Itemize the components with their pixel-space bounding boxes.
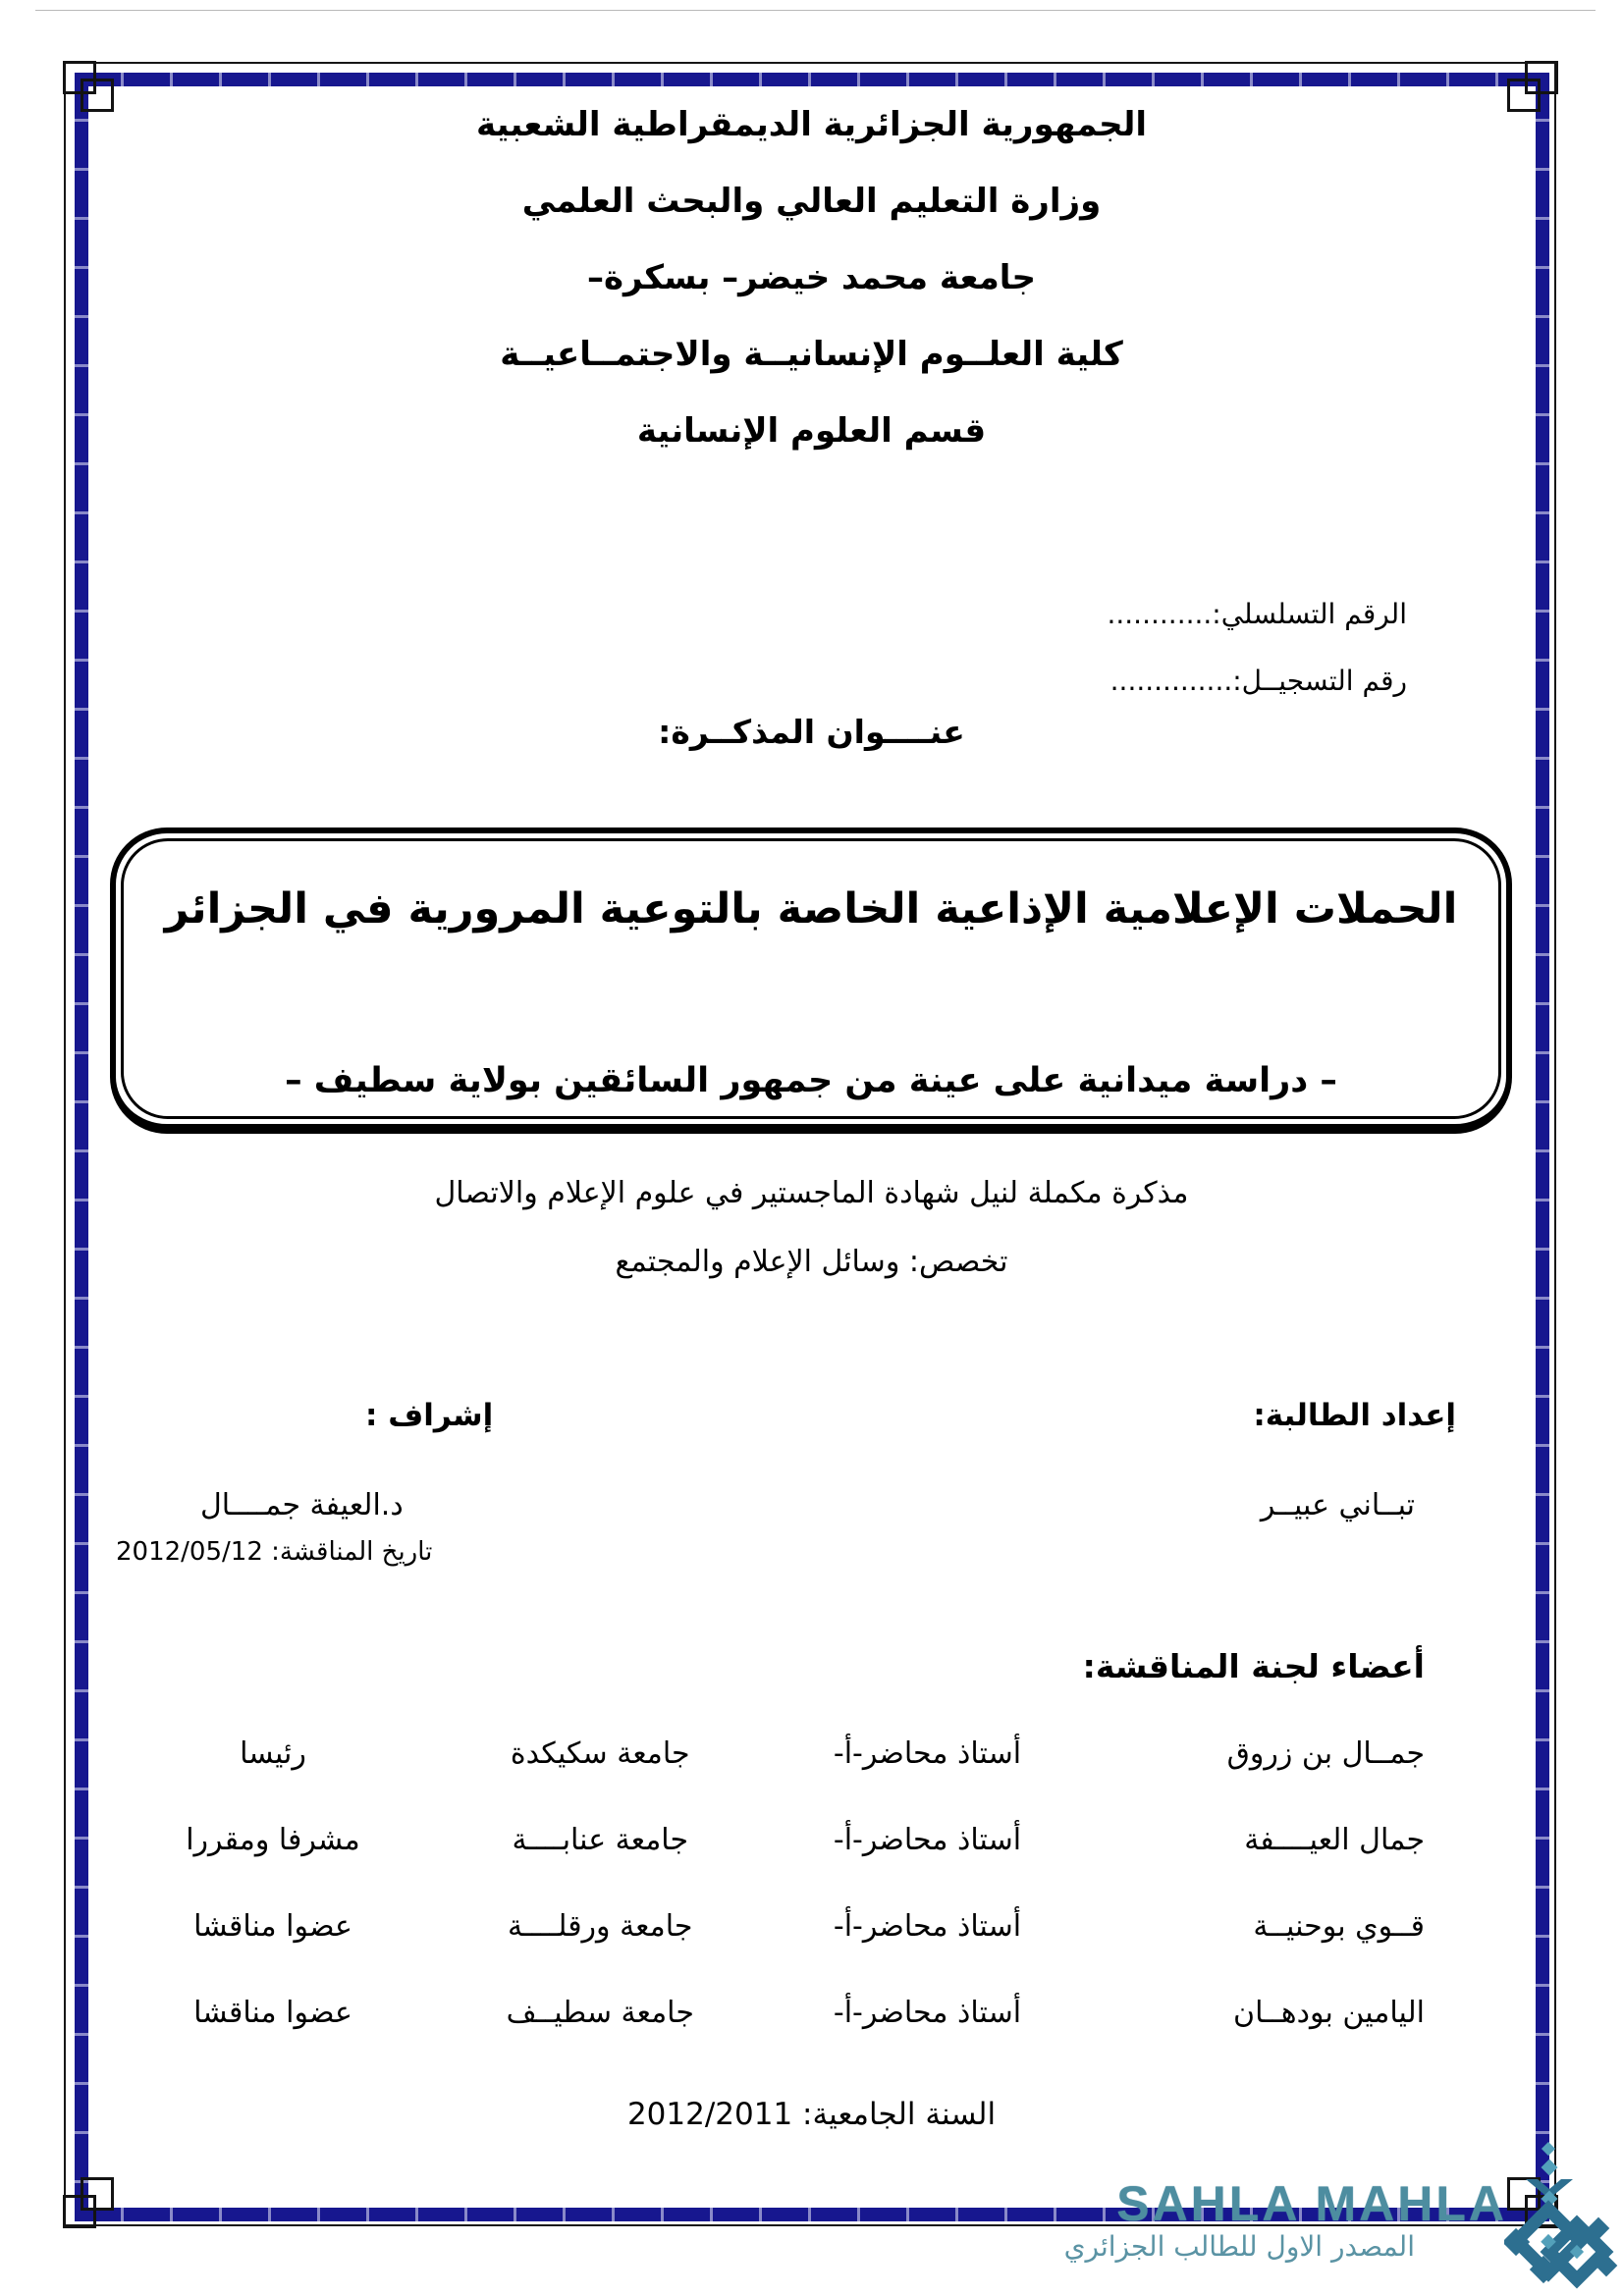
member-role: مشرفا ومقررا bbox=[186, 1822, 360, 1857]
thesis-title: الحملات الإعلامية الإذاعية الخاصة بالتوعية المرورية في الجزائر bbox=[164, 884, 1458, 934]
thesis-subtitle: – دراسة ميدانية على عينة من جمهور السائقين بولاية سطيف – bbox=[285, 1061, 1337, 1100]
title-caption: عنــــوان المذكــرة: bbox=[658, 713, 965, 751]
faculty-line: كلية العلــوم الإنسانيــة والاجتمــاعيــة bbox=[500, 335, 1123, 374]
member-role: عضوا مناقشا bbox=[193, 1995, 352, 2030]
corner-ornament-icon bbox=[81, 79, 114, 112]
watermark-tagline: المصدر الاول للطالب الجزائري bbox=[1063, 2230, 1415, 2263]
corner-ornament-icon bbox=[1507, 79, 1541, 112]
member-role: رئيسا bbox=[240, 1735, 306, 1771]
serial-numbers-block bbox=[1107, 581, 1407, 715]
committee-row bbox=[116, 1969, 1425, 2056]
scan-artifact-line bbox=[35, 10, 1596, 11]
supervisor-name: د.العيفة جمــــال bbox=[200, 1488, 404, 1522]
preparation-label: إعداد الطالبة: bbox=[1253, 1398, 1456, 1433]
committee-table bbox=[116, 1710, 1425, 2056]
member-rank: أستاذ محاضر-أ- bbox=[833, 1735, 1022, 1771]
member-role: عضوا مناقشا bbox=[193, 1908, 352, 1944]
student-name: تبــاني عبيــر bbox=[1260, 1488, 1415, 1522]
academic-year-line: السنة الجامعية: 2012/2011 bbox=[626, 2097, 997, 2132]
watermark-logo-icon bbox=[1504, 2142, 1620, 2295]
page-border-band-top bbox=[75, 73, 1549, 86]
member-university: جامعة سطيــف bbox=[506, 1995, 694, 2030]
committee-row bbox=[116, 1710, 1425, 1796]
republic-line: الجمهورية الجزائرية الديمقراطية الشعبية bbox=[476, 105, 1147, 144]
member-university: جامعة ورقلــــة bbox=[508, 1908, 693, 1944]
member-rank: أستاذ محاضر-أ- bbox=[833, 1995, 1022, 2030]
member-name: جمال العيــــفة bbox=[1244, 1822, 1425, 1857]
member-name: اليامين بودهــان bbox=[1233, 1995, 1425, 2030]
watermark-brand-text: SAHLA MAHLA bbox=[1116, 2176, 1507, 2231]
ministry-line: وزارة التعليم العالي والبحث العلمي bbox=[521, 182, 1102, 221]
committee-row bbox=[116, 1796, 1425, 1883]
degree-line: مذكرة مكملة لنيل شهادة الماجستير في علوم الإعلام والاتصال bbox=[434, 1176, 1189, 1210]
specialty-line: تخصص: وسائل الإعلام والمجتمع bbox=[615, 1245, 1008, 1279]
institution-header bbox=[0, 86, 1623, 469]
university-line: جامعة محمد خيضر– بسكرة– bbox=[586, 258, 1037, 297]
supervision-label: إشراف : bbox=[365, 1398, 494, 1433]
department-line: قسم العلوم الإنسانية bbox=[636, 411, 987, 451]
registration-number-line: رقم التسجيــل:.............. bbox=[1109, 665, 1407, 697]
committee-row bbox=[116, 1883, 1425, 1969]
corner-ornament-icon bbox=[81, 2177, 114, 2211]
member-rank: أستاذ محاضر-أ- bbox=[833, 1822, 1022, 1857]
member-university: جامعة عنابــــة bbox=[512, 1822, 688, 1857]
member-name: قــوي بوحنيــة bbox=[1253, 1908, 1425, 1944]
serial-number-line: الرقم التسلسلي:............ bbox=[1107, 598, 1407, 630]
member-name: جمــال بن زروق bbox=[1226, 1735, 1425, 1771]
thesis-title-box bbox=[110, 828, 1512, 1134]
member-university: جامعة سكيكدة bbox=[510, 1735, 690, 1771]
defense-date-line: تاريخ المناقشة: 2012/05/12 bbox=[116, 1537, 433, 1567]
member-rank: أستاذ محاضر-أ- bbox=[833, 1908, 1022, 1944]
committee-heading: أعضاء لجنة المناقشة: bbox=[1082, 1647, 1425, 1685]
